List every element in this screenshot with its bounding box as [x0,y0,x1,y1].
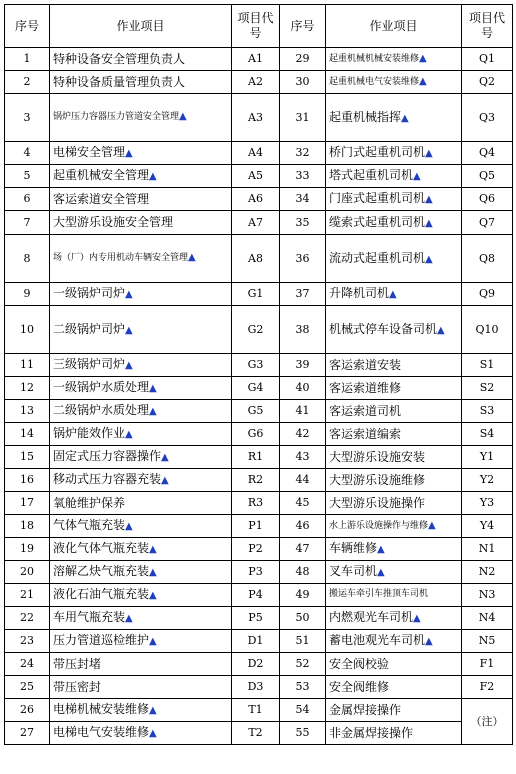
table-row [5,492,513,515]
table-row [5,676,513,699]
row-seq-left: 21 [5,584,50,607]
table-row [5,423,513,446]
row-item-right: 车辆维修▲ [326,538,462,561]
row-item-left: 锅炉能效作业▲ [50,423,232,446]
row-item-left: 固定式压力容器操作▲ [50,446,232,469]
triangle-mark-icon: ▲ [413,613,421,625]
header-seq-left: 序号 [5,5,50,48]
row-code-right: （注） [462,699,513,745]
row-seq-right: 43 [280,446,326,469]
row-seq-right: 55 [280,722,326,745]
row-item-left: 车用气瓶充装▲ [50,607,232,630]
row-seq-right: 49 [280,584,326,607]
row-item-right: 门座式起重机司机▲ [326,188,462,211]
row-seq-right: 33 [280,165,326,188]
row-code-right: N4 [462,607,513,630]
row-seq-left: 8 [5,235,50,283]
row-seq-left: 22 [5,607,50,630]
table-row [5,165,513,188]
row-item-left: 一级锅炉水质处理▲ [50,377,232,400]
row-seq-right: 29 [280,48,326,71]
row-code-left: R1 [232,446,280,469]
row-item-left: 气体气瓶充装▲ [50,515,232,538]
triangle-mark-icon: ▲ [125,613,133,625]
triangle-mark-icon: ▲ [149,544,157,556]
row-item-left: 氧舱维护保养 [50,492,232,515]
row-seq-right: 37 [280,283,326,306]
triangle-mark-icon: ▲ [179,111,187,123]
table-row [5,94,513,142]
row-code-right: S4 [462,423,513,446]
row-seq-left: 11 [5,354,50,377]
table-row [5,354,513,377]
row-seq-right: 52 [280,653,326,676]
row-code-left: A7 [232,211,280,235]
row-seq-left: 24 [5,653,50,676]
row-item-left: 带压密封 [50,676,232,699]
triangle-mark-icon: ▲ [425,194,433,206]
row-seq-left: 5 [5,165,50,188]
triangle-mark-icon: ▲ [149,705,157,717]
row-item-right: 水上游乐设施操作与维修▲ [326,515,462,538]
row-item-left: 起重机械安全管理▲ [50,165,232,188]
row-item-left: 特种设备质量管理负责人 [50,71,232,94]
row-item-right: 升降机司机▲ [326,283,462,306]
triangle-mark-icon: ▲ [149,636,157,648]
row-item-left: 液化石油气瓶充装▲ [50,584,232,607]
row-code-left: D3 [232,676,280,699]
table-row [5,630,513,653]
row-item-left: 锅炉压力容器压力管道安全管理▲ [50,94,232,142]
table-row [5,515,513,538]
row-item-right: 客运索道司机 [326,400,462,423]
row-code-right: N3 [462,584,513,607]
row-code-left: A2 [232,71,280,94]
row-item-right: 客运索道安装 [326,354,462,377]
row-seq-left: 15 [5,446,50,469]
row-seq-right: 42 [280,423,326,446]
row-item-left: 特种设备安全管理负责人 [50,48,232,71]
triangle-mark-icon: ▲ [425,253,433,265]
table-row [5,584,513,607]
row-code-left: P1 [232,515,280,538]
row-code-right: N5 [462,630,513,653]
table-row [5,653,513,676]
row-item-left: 一级锅炉司炉▲ [50,283,232,306]
row-item-right: 桥门式起重机司机▲ [326,142,462,165]
row-seq-right: 47 [280,538,326,561]
row-code-right: Q9 [462,283,513,306]
header-row [5,5,513,48]
table-row [5,469,513,492]
row-code-left: A3 [232,94,280,142]
row-item-left: 二级锅炉司炉▲ [50,306,232,354]
row-item-left: 电梯机械安装维修▲ [50,699,232,722]
row-code-right: Q3 [462,94,513,142]
row-code-right: F1 [462,653,513,676]
table-row [5,699,513,722]
row-item-left: 电梯电气安装维修▲ [50,722,232,745]
row-code-left: P3 [232,561,280,584]
row-item-right: 安全阀校验 [326,653,462,676]
row-code-left: A1 [232,48,280,71]
row-item-right: 搬运车牵引车推顶车司机 [326,584,462,607]
row-code-right: Q2 [462,71,513,94]
triangle-mark-icon: ▲ [149,590,157,602]
row-code-right: S2 [462,377,513,400]
triangle-mark-icon: ▲ [413,171,421,183]
row-code-left: P2 [232,538,280,561]
row-seq-right: 31 [280,94,326,142]
row-code-left: G2 [232,306,280,354]
table-row [5,400,513,423]
row-code-right: Q1 [462,48,513,71]
row-seq-right: 32 [280,142,326,165]
row-item-right: 内燃观光车司机▲ [326,607,462,630]
triangle-mark-icon: ▲ [125,521,133,533]
row-item-right: 客运索道维修 [326,377,462,400]
row-seq-left: 17 [5,492,50,515]
row-seq-right: 36 [280,235,326,283]
row-item-left: 溶解乙炔气瓶充装▲ [50,561,232,584]
row-item-right: 非金属焊接操作 [326,722,462,745]
row-seq-right: 40 [280,377,326,400]
row-code-right: Q6 [462,188,513,211]
row-item-right: 蓄电池观光车司机▲ [326,630,462,653]
table-row [5,607,513,630]
triangle-mark-icon: ▲ [125,324,133,336]
row-code-left: R2 [232,469,280,492]
row-seq-left: 23 [5,630,50,653]
row-code-left: P5 [232,607,280,630]
row-code-right: N1 [462,538,513,561]
row-code-left: G6 [232,423,280,446]
triangle-mark-icon: ▲ [125,289,133,301]
table-row [5,211,513,235]
triangle-mark-icon: ▲ [161,452,169,464]
row-seq-left: 1 [5,48,50,71]
triangle-mark-icon: ▲ [377,544,385,556]
row-code-left: G3 [232,354,280,377]
triangle-mark-icon: ▲ [125,429,133,441]
table-row [5,306,513,354]
row-seq-left: 13 [5,400,50,423]
row-item-right: 缆索式起重机司机▲ [326,211,462,235]
table-row [5,283,513,306]
row-item-right: 起重机械指挥▲ [326,94,462,142]
row-seq-left: 14 [5,423,50,446]
table-row [5,538,513,561]
triangle-mark-icon: ▲ [428,519,436,531]
row-code-left: P4 [232,584,280,607]
table-row [5,235,513,283]
table-row [5,71,513,94]
row-seq-left: 27 [5,722,50,745]
row-seq-left: 2 [5,71,50,94]
row-code-right: F2 [462,676,513,699]
row-item-right: 大型游乐设施操作 [326,492,462,515]
row-seq-right: 46 [280,515,326,538]
table-row [5,142,513,165]
row-seq-left: 9 [5,283,50,306]
row-code-right: Y4 [462,515,513,538]
row-seq-left: 10 [5,306,50,354]
header-item-right: 作业项目 [326,5,462,48]
row-code-right: Q5 [462,165,513,188]
table-row [5,722,513,745]
row-item-right: 起重机械机械安装维修▲ [326,48,462,71]
row-seq-left: 20 [5,561,50,584]
header-code-right: 项目代号 [462,5,513,48]
row-code-left: D1 [232,630,280,653]
row-item-right: 大型游乐设施安装 [326,446,462,469]
row-item-right: 塔式起重机司机▲ [326,165,462,188]
row-code-left: G4 [232,377,280,400]
triangle-mark-icon: ▲ [188,252,196,264]
table-row [5,48,513,71]
row-item-left: 液化气体气瓶充装▲ [50,538,232,561]
row-item-right: 起重机械电气安装维修▲ [326,71,462,94]
row-seq-right: 50 [280,607,326,630]
row-code-right: Y1 [462,446,513,469]
triangle-mark-icon: ▲ [425,148,433,160]
row-seq-left: 25 [5,676,50,699]
row-seq-right: 53 [280,676,326,699]
row-seq-right: 38 [280,306,326,354]
header-code-left: 项目代号 [232,5,280,48]
table-body [5,48,513,745]
triangle-mark-icon: ▲ [425,636,433,648]
row-seq-left: 7 [5,211,50,235]
row-item-left: 二级锅炉水质处理▲ [50,400,232,423]
row-code-left: A4 [232,142,280,165]
triangle-mark-icon: ▲ [389,289,397,301]
row-seq-right: 39 [280,354,326,377]
row-seq-right: 41 [280,400,326,423]
row-seq-left: 12 [5,377,50,400]
row-code-right: S1 [462,354,513,377]
triangle-mark-icon: ▲ [425,217,433,229]
row-seq-left: 16 [5,469,50,492]
row-code-right: N2 [462,561,513,584]
row-seq-left: 18 [5,515,50,538]
row-seq-right: 48 [280,561,326,584]
row-code-left: D2 [232,653,280,676]
table-row [5,561,513,584]
header-seq-right: 序号 [280,5,326,48]
row-code-left: A5 [232,165,280,188]
row-seq-right: 35 [280,211,326,235]
row-seq-right: 30 [280,71,326,94]
row-code-left: A6 [232,188,280,211]
row-seq-right: 44 [280,469,326,492]
triangle-mark-icon: ▲ [419,52,427,64]
row-item-right: 机械式停车设备司机▲ [326,306,462,354]
row-code-right: Y2 [462,469,513,492]
row-item-left: 压力管道巡检维护▲ [50,630,232,653]
row-item-right: 金属焊接操作 [326,699,462,722]
row-seq-left: 3 [5,94,50,142]
row-code-left: T2 [232,722,280,745]
row-code-right: Q4 [462,142,513,165]
row-item-left: 大型游乐设施安全管理 [50,211,232,235]
row-code-right: Y3 [462,492,513,515]
row-item-right: 叉车司机▲ [326,561,462,584]
row-seq-right: 34 [280,188,326,211]
row-item-right: 大型游乐设施维修 [326,469,462,492]
row-seq-right: 51 [280,630,326,653]
row-item-left: 电梯安全管理▲ [50,142,232,165]
triangle-mark-icon: ▲ [377,567,385,579]
triangle-mark-icon: ▲ [125,148,133,160]
table-row [5,446,513,469]
row-code-left: G5 [232,400,280,423]
row-code-left: R3 [232,492,280,515]
row-item-left: 场（厂）内专用机动车辆安全管理▲ [50,235,232,283]
row-item-left: 三级锅炉司炉▲ [50,354,232,377]
row-item-right: 客运索道编索 [326,423,462,446]
row-code-left: A8 [232,235,280,283]
triangle-mark-icon: ▲ [149,406,157,418]
row-item-left: 客运索道安全管理 [50,188,232,211]
row-item-left: 带压封堵 [50,653,232,676]
triangle-mark-icon: ▲ [161,475,169,487]
row-seq-left: 6 [5,188,50,211]
row-seq-left: 19 [5,538,50,561]
row-code-left: T1 [232,699,280,722]
triangle-mark-icon: ▲ [125,360,133,372]
operation-items-table [4,4,513,745]
row-code-right: Q10 [462,306,513,354]
row-code-left: G1 [232,283,280,306]
row-code-right: S3 [462,400,513,423]
triangle-mark-icon: ▲ [149,567,157,579]
row-seq-right: 54 [280,699,326,722]
triangle-mark-icon: ▲ [401,112,409,124]
triangle-mark-icon: ▲ [149,383,157,395]
row-code-right: Q8 [462,235,513,283]
triangle-mark-icon: ▲ [149,728,157,740]
triangle-mark-icon: ▲ [149,171,157,183]
triangle-mark-icon: ▲ [419,75,427,87]
row-seq-right: 45 [280,492,326,515]
row-seq-left: 4 [5,142,50,165]
triangle-mark-icon: ▲ [437,324,445,336]
row-item-left: 移动式压力容器充装▲ [50,469,232,492]
table-row [5,377,513,400]
table-row [5,188,513,211]
row-seq-left: 26 [5,699,50,722]
row-code-right: Q7 [462,211,513,235]
header-item-left: 作业项目 [50,5,232,48]
row-item-right: 安全阀维修 [326,676,462,699]
row-item-right: 流动式起重机司机▲ [326,235,462,283]
